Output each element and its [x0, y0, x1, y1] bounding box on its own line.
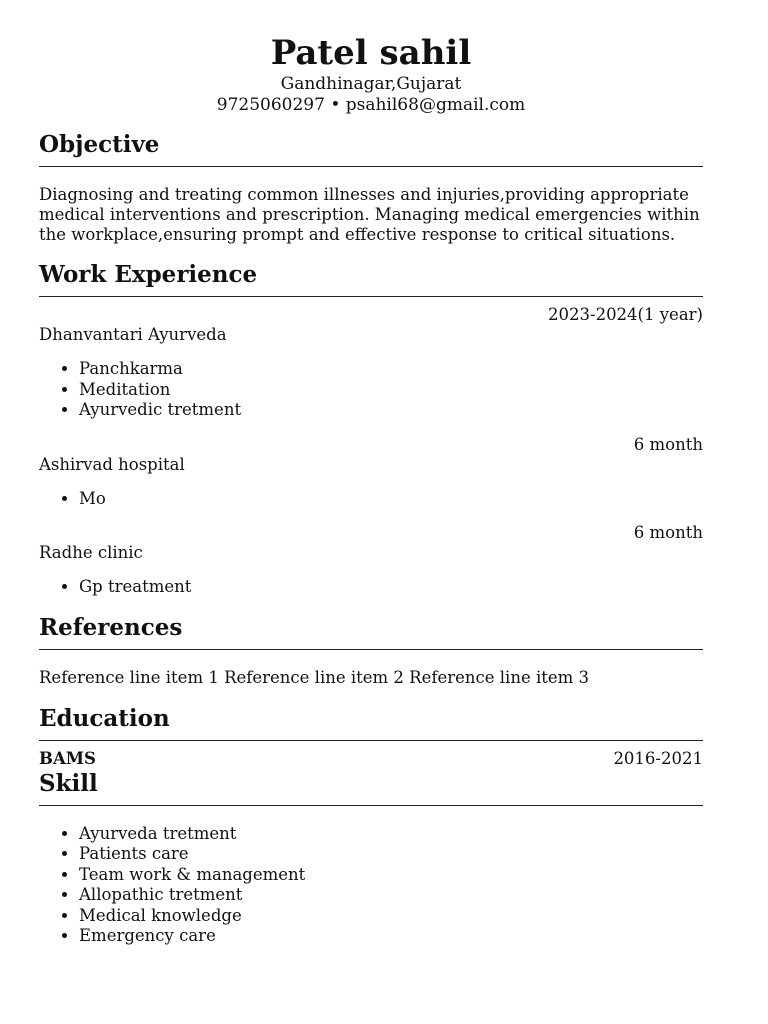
- list-item: • Gp treatment: [79, 577, 703, 598]
- education-heading: Education: [39, 704, 703, 741]
- education-years: 2016-2021: [613, 748, 703, 768]
- list-item: • Ayurvedic tretment: [79, 400, 703, 421]
- phone-email-text: 9725060297 • psahil68@gmail.com: [216, 95, 526, 115]
- work-experience-section: [39, 260, 703, 598]
- job-company: Radhe clinic: [39, 543, 143, 562]
- list-item: • Team work & management: [79, 865, 703, 886]
- references-text: Reference line item 1 Reference line item 2 Reference line item 3: [39, 667, 590, 687]
- references-section: [39, 613, 703, 688]
- job-company: Ashirvad hospital: [39, 454, 185, 474]
- list-item: • Ayurveda tretment: [79, 824, 703, 845]
- list-item: • Patients care: [79, 844, 703, 865]
- job-company: Dhanvantari Ayurveda: [39, 325, 227, 344]
- job-date: 2023-2024(1 year): [548, 305, 703, 324]
- work-experience-heading: Work Experience: [39, 260, 703, 297]
- objective-section: [39, 130, 703, 245]
- list-item: • Emergency care: [79, 926, 703, 947]
- skill-heading: Skill: [39, 769, 703, 806]
- education-degree: BAMS: [39, 748, 96, 768]
- objective-text: Diagnosing and treating common illnesses and injuries,providing appropriate medical interventions and prescription. Managing medical emergencies within the workplace,ensuring prompt and effective response to critical situations.: [39, 185, 700, 244]
- job-date: 6 month: [633, 523, 703, 542]
- list-item: • Mo: [79, 489, 703, 510]
- contact-block: [39, 74, 703, 116]
- location-text: Gandhinagar,Gujarat: [280, 74, 462, 94]
- skills-list: [39, 824, 703, 947]
- list-item: • Allopathic tretment: [79, 885, 703, 906]
- list-item: • Meditation: [79, 380, 703, 401]
- education-entry: [39, 749, 703, 769]
- job-entry: [39, 435, 703, 510]
- job-duties-list: [39, 489, 703, 510]
- list-item: • Medical knowledge: [79, 906, 703, 927]
- education-section: [39, 704, 703, 769]
- job-date: 6 month: [633, 434, 703, 454]
- job-duties-list: [39, 577, 703, 598]
- list-item: • Panchkarma: [79, 359, 703, 380]
- references-heading: References: [39, 613, 703, 650]
- job-entry: [39, 523, 703, 598]
- job-entry: [39, 305, 703, 421]
- objective-heading: Objective: [39, 130, 703, 167]
- skill-section: [39, 769, 703, 947]
- job-duties-list: [39, 359, 703, 421]
- candidate-name: Patel sahil: [270, 33, 472, 73]
